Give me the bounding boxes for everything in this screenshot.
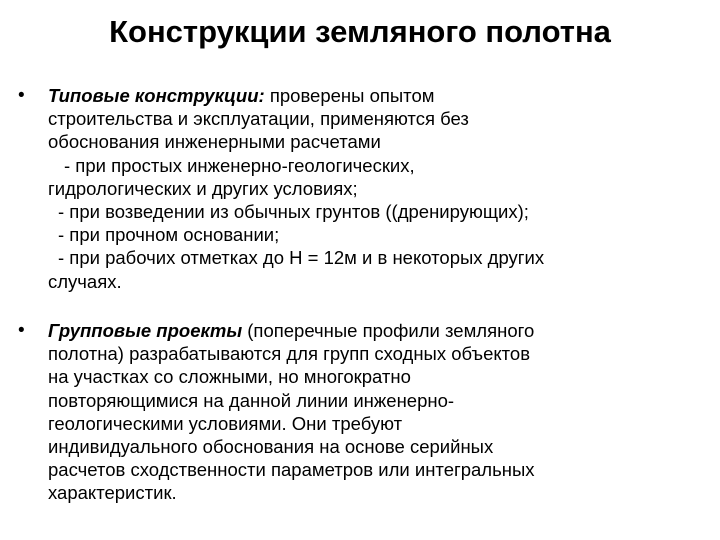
text-line — [48, 84, 713, 107]
bullet-text — [48, 319, 713, 505]
slide-title: Конструкции земляного полотна — [109, 14, 611, 49]
text-line: - при прочном основании; — [58, 224, 280, 246]
text-run: (поперечные профили земляного — [242, 320, 535, 341]
text-line: повторяющимися на данной линии инженерно- — [48, 389, 455, 411]
text-line: полотна) разрабатываются для групп сходных объектов — [48, 343, 531, 365]
bullet-lead: Типовые конструкции: — [48, 85, 265, 106]
text-line: - при рабочих отметках до Н = 12м и в некоторых других — [58, 247, 545, 269]
text-line: геологическими условиями. Они требуют — [48, 412, 403, 434]
text-line: - при простых инженерно-геологических, — [64, 154, 415, 176]
bullet-marker: • — [18, 320, 25, 341]
text-line: строительства и эксплуатации, применяются без — [48, 108, 469, 130]
text-line: на участках со сложными, но многократно — [48, 366, 411, 388]
bullet-text — [48, 84, 713, 293]
bullet-marker: • — [18, 85, 25, 106]
text-run: проверены опытом — [264, 85, 435, 106]
text-line: индивидуального обоснования на основе серийных — [48, 435, 494, 457]
text-line: гидрологических и других условиях; — [48, 177, 358, 199]
bullet-lead: Групповые проекты — [48, 320, 243, 341]
text-line: - при возведении из обычных грунтов ((дренирующих); — [58, 200, 529, 222]
text-line: расчетов сходственности параметров или интегральных — [48, 459, 535, 481]
text-line — [48, 319, 713, 342]
text-line: обоснования инженерными расчетами — [48, 131, 381, 153]
text-line: случаях. — [48, 270, 122, 292]
text-line: характеристик. — [48, 482, 177, 504]
